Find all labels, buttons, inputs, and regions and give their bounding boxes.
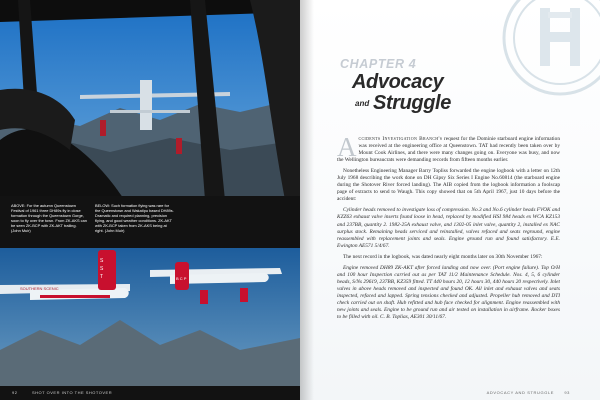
page-gutter-shadow bbox=[300, 0, 314, 400]
paragraph-quote: Engine removed DH89 ZK-AKT after forced landing and now over. (Port engine failure). Top O/H and 100 hour Inspection carried out as per TAT 11/2 Maintenance Schedule. Nos. 4, 5, 6 cylinder heads, S/Ns 29619, 237BB, KZ359 fitted. TT 440 hours 20, 12 hours 30, 440 hours 20 respectively. Inlet valves in above heads removed and inspected and found OK. All inlet and exhaust valves and seats inspected, refaced and lapped. Spring tensions checked and adjusted. Propeller hub removed and DTI check carried out on shaft. Hub refitted and hub face checked for alignment. Engine reassembled with new joints and seals. Engine to be ground run and air tested on installation in airframe. Rocker boxes to be filled with oil. C. B. Toplias, AE301 30/11/67. bbox=[337, 264, 560, 321]
tail-marking-1: S bbox=[100, 258, 104, 264]
paragraph-text: request for the Dominie starboard engine information was received at the engineering office at Queenstown. TAT had recently been taken over by Mount Cook Airlines, and there were many changes going on. Everyone was busy, and now the Wellington bureaucrats were demanding records from fifteen months earlier. bbox=[337, 136, 560, 164]
page-number-right: 93 bbox=[564, 390, 570, 395]
running-head-right bbox=[487, 390, 570, 395]
fuselage-marking-left: SOUTHERN SCENIC bbox=[20, 286, 59, 291]
lead-in: ccidents Investigation Branch's bbox=[358, 136, 443, 142]
tail-marking-2: B C P bbox=[176, 276, 187, 281]
svg-text:S: S bbox=[100, 266, 104, 272]
page-number-left: 92 bbox=[12, 390, 18, 395]
chapter-title-line-1: Advocacy bbox=[352, 71, 444, 93]
chapter-label: CHAPTER 4 bbox=[340, 57, 417, 71]
paragraph: The next record in the logbook, was dated nearly eight months later on 30th November 1967: bbox=[343, 253, 543, 260]
paragraph: Nonetheless Engineering Manager Barry Topliss forwarded the engine logbook with a letter on 12th July 1968 describing the work done on DH Gipsy Six Series I Engine No.60814 (the starboard engine during the Shotover River forced landing). The AIB copied from the logbook information a foolscap page of extracts to send to Waugh. This copy showed that on 5th April 1967, just 10 days before the accident: bbox=[337, 168, 560, 203]
chapter-body bbox=[337, 136, 560, 372]
drop-cap: A bbox=[337, 136, 357, 162]
paragraph-quote: Cylinder heads removed to investigate loss of compression. No.3 and No.6 cylinder heads FVOK and KZZ63 exhaust valve inserts found loose in head, replaced by modified HSI 984 heads ex WCA KZ153 and 237BB, quantity 2. 1982-25A exhaust valve, and 1302-05 inlet valve, quantity 2, installed ex NAC surplus stock. Remaining heads serviced and reinstalled, valves refaced and seats reground, engine reassembled with replacement joints and seals. Engine ground run and found satisfactory. E.E. Ewington AE571 5/4/67. bbox=[337, 207, 560, 249]
caption-top: ABOVE: For the autumn Queenstown Festival of 1961 three DH89s fly in close formation through the Queenstown Gorge, soon to fly over the town. From ZK-AKS can be seen ZK-BCP with ZK-AKT trailing. (John Muir) bbox=[11, 203, 87, 233]
chapter-title-and: and bbox=[355, 99, 370, 108]
running-head-right-text: ADVOCACY AND STRUGGLE bbox=[486, 390, 555, 395]
svg-text:T: T bbox=[100, 274, 104, 280]
caption-bottom: BELOW: Such formation flying was rare for the Queenstown and Wakatipu based DH89s. Dramatic and required planning, precision flying, and good weather conditions. ZK-AKT with ZK-BCP taken from ZK-AKS being at right. (John Muir) bbox=[95, 203, 174, 233]
paragraph-first bbox=[337, 136, 560, 164]
right-page bbox=[300, 0, 600, 400]
chapter-title-line-2: Struggle bbox=[373, 92, 451, 114]
emblem-watermark bbox=[500, 0, 600, 98]
running-head-left: SHOT OVER INTO THE SHOTOVER bbox=[32, 390, 113, 395]
